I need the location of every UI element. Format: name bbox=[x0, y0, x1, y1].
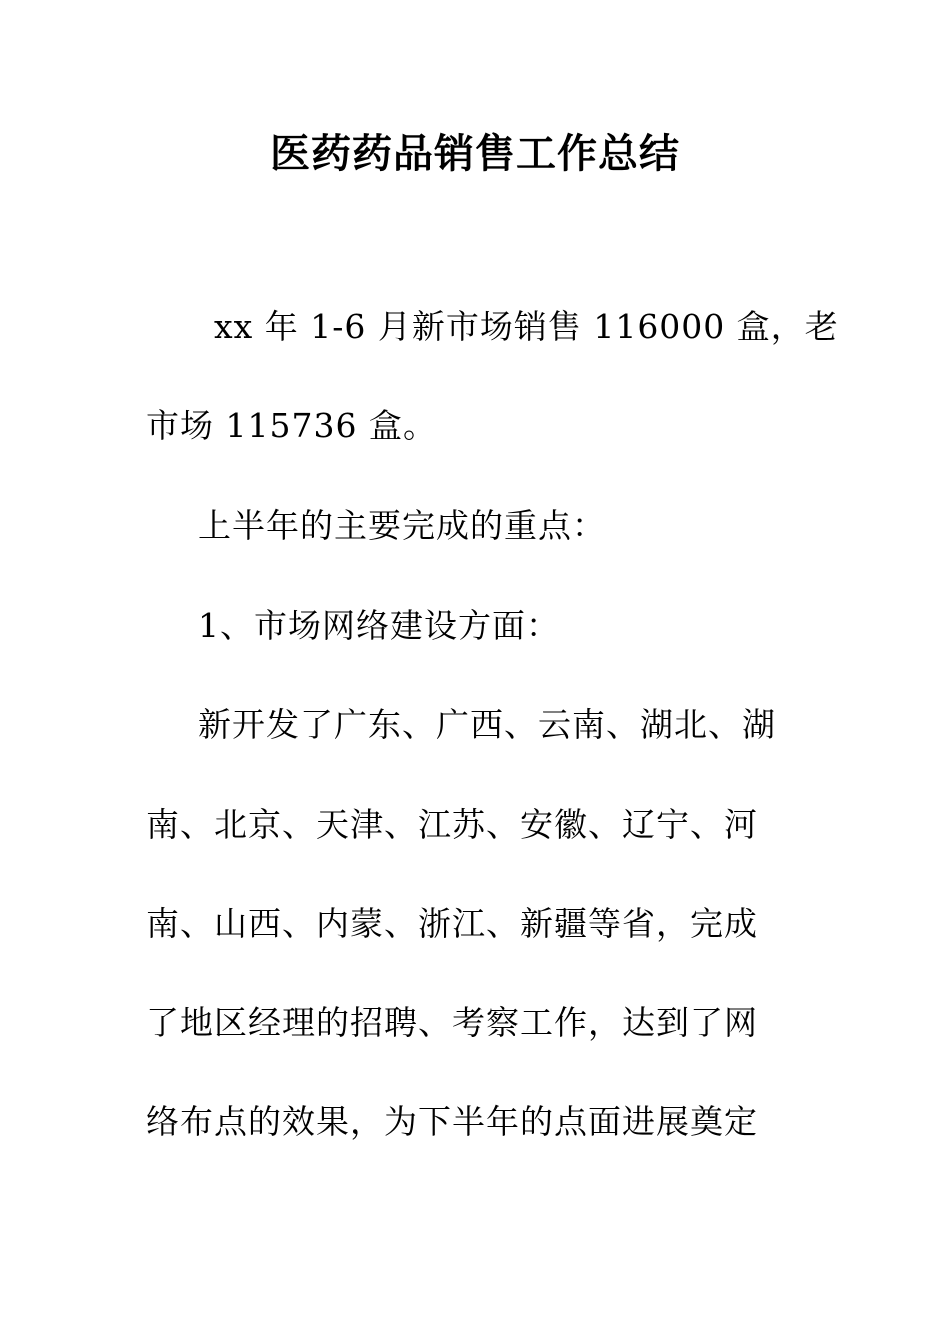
paragraph-line: 南、山西、内蒙、浙江、新疆等省，完成 bbox=[146, 904, 758, 943]
paragraph-line: 络布点的效果，为下半年的点面进展奠定 bbox=[146, 1102, 758, 1141]
paragraph-line: xx 年 1-6 月新市场销售 116000 盒，老 bbox=[214, 307, 839, 346]
document-title: 医药药品销售工作总结 bbox=[270, 131, 680, 177]
paragraph-line: 市场 115736 盒。 bbox=[146, 406, 437, 445]
paragraph-line: 上半年的主要完成的重点： bbox=[198, 506, 606, 545]
paragraph-line: 1、市场网络建设方面： bbox=[198, 606, 560, 645]
paragraph-line: 新开发了广东、广西、云南、湖北、湖 bbox=[198, 705, 776, 744]
paragraph-line: 南、北京、天津、江苏、安徽、辽宁、河 bbox=[146, 805, 758, 844]
paragraph-line: 了地区经理的招聘、考察工作，达到了网 bbox=[146, 1003, 758, 1042]
